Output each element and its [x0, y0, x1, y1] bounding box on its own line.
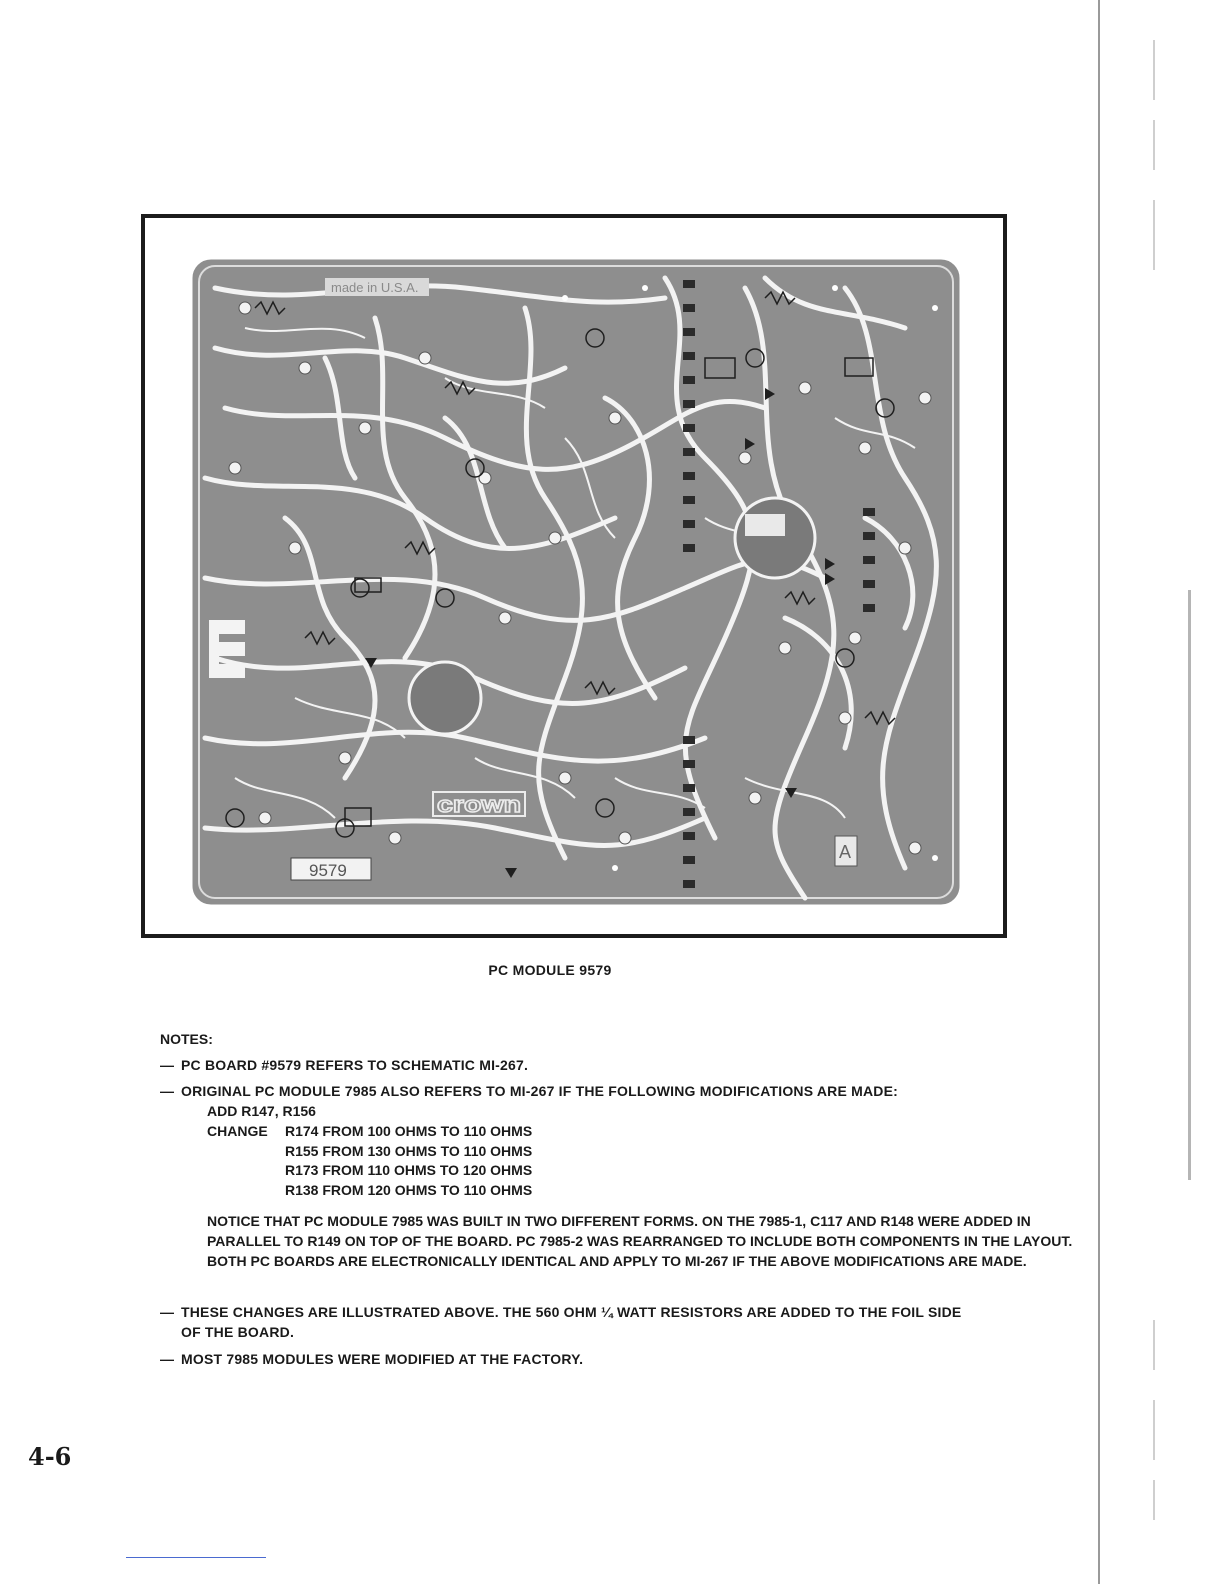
modification-change: R155 FROM 130 OHMS TO 110 OHMS — [285, 1143, 533, 1159]
page-binding-edge — [1098, 0, 1100, 1584]
page-edge-mark — [1153, 1320, 1155, 1370]
page-edge-mark — [1153, 1480, 1155, 1520]
footer-rule — [126, 1557, 266, 1558]
note-dash: — — [160, 1083, 175, 1099]
board-number-label: 9579 — [309, 861, 347, 880]
modification-add: ADD R147, R156 — [207, 1103, 316, 1119]
page-edge-mark — [1153, 120, 1155, 170]
note-text: THESE CHANGES ARE ILLUSTRATED ABOVE. THE 560 OHM ¼ WATT RESISTORS ARE ADDED TO THE FOIL SIDE — [181, 1304, 962, 1320]
figure-caption: PC MODULE 9579 — [488, 962, 612, 978]
made-in-label: made in U.S.A. — [331, 280, 419, 295]
notes-heading: NOTES: — [160, 1031, 213, 1047]
note-text: MOST 7985 MODULES WERE MODIFIED AT THE FACTORY. — [181, 1351, 584, 1367]
note-text: ORIGINAL PC MODULE 7985 ALSO REFERS TO MI-267 IF THE FOLLOWING MODIFICATIONS ARE MADE: — [181, 1083, 898, 1099]
note-text: PC BOARD #9579 REFERS TO SCHEMATIC MI-267. — [181, 1057, 529, 1073]
page-edge-mark — [1153, 40, 1155, 100]
modification-change-label: CHANGE — [207, 1123, 268, 1139]
note-item — [160, 1082, 898, 1102]
modification-change: R174 FROM 100 OHMS TO 110 OHMS — [285, 1123, 533, 1139]
page-number: 4-6 — [28, 1442, 72, 1471]
notice-paragraph: NOTICE THAT PC MODULE 7985 WAS BUILT IN TWO DIFFERENT FORMS. ON THE 7985-1, C117 AND R148 WERE ADDED IN PARALLEL TO R149 ON TOP OF THE BOARD. PC 7985-2 WAS REARRANGED TO INCLUDE BOTH COMPONENTS IN THE LAYOUT. BOTH PC BOARDS ARE ELECTRONICALLY IDENTICAL AND APPLY TO MI-267 IF THE ABOVE MODIFICATIONS ARE MADE. — [207, 1213, 1073, 1269]
note-dash: — — [160, 1304, 175, 1320]
pcb-layout-figure — [141, 214, 1007, 938]
modification-change: R138 FROM 120 OHMS TO 110 OHMS — [285, 1182, 533, 1198]
revision-label: A — [839, 842, 852, 862]
note-item — [160, 1056, 529, 1076]
note-continuation: OF THE BOARD. — [181, 1324, 295, 1340]
modification-change: R173 FROM 110 OHMS TO 120 OHMS — [285, 1162, 533, 1178]
page-edge-shadow — [1188, 590, 1191, 1180]
note-dash: — — [160, 1057, 175, 1073]
note-dash: — — [160, 1351, 175, 1367]
note-item — [160, 1350, 584, 1370]
brand-label: crown — [437, 792, 521, 817]
page-edge-mark — [1153, 200, 1155, 270]
page-edge-mark — [1153, 1400, 1155, 1460]
pcb-layout-drawing — [145, 218, 1003, 934]
note-item — [160, 1303, 962, 1323]
